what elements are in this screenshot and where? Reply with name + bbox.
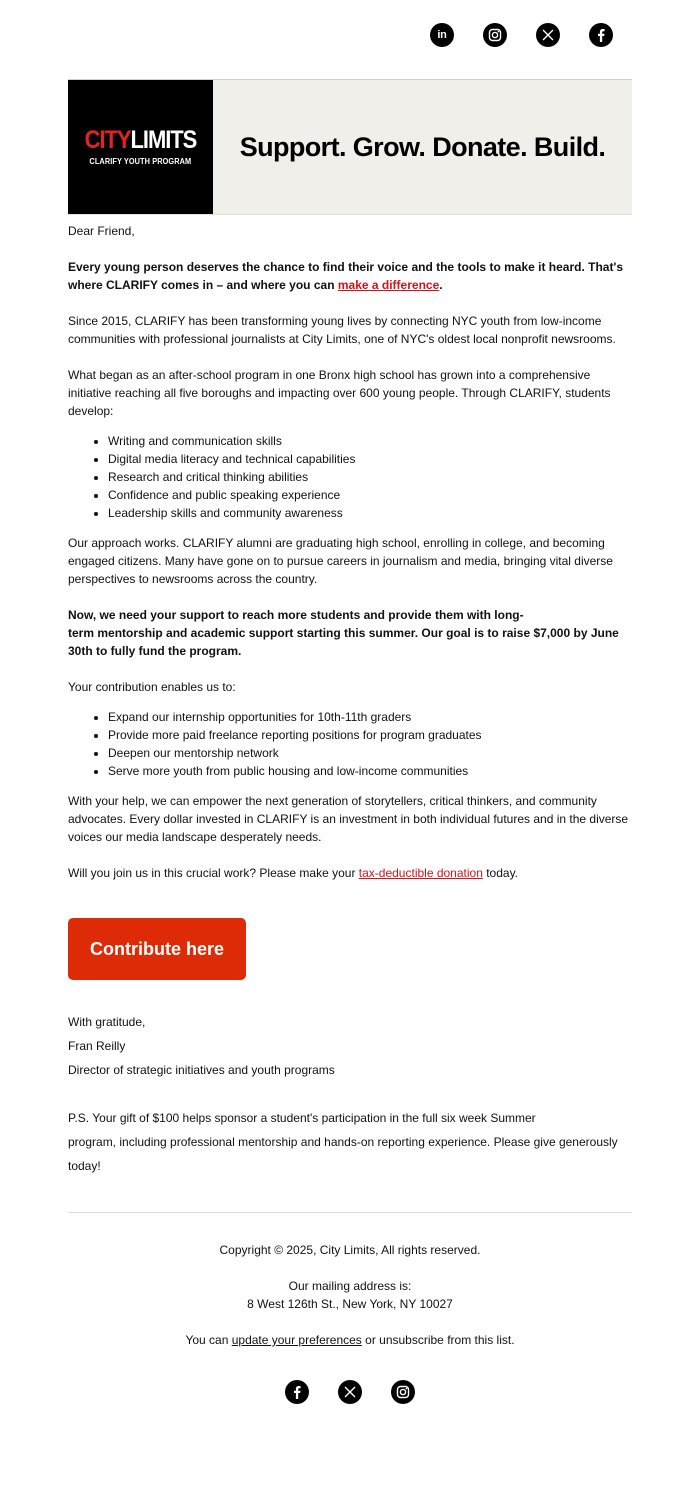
tagline-panel: [213, 80, 632, 214]
list-item: • Digital media literacy and technical capabilities: [108, 450, 632, 468]
ps-line-1: P.S. Your gift of $100 helps sponsor a student's participation in the full six week Summer: [68, 1111, 536, 1125]
list-item: • Leadership skills and community awareness: [108, 504, 632, 522]
join-paragraph: [68, 864, 632, 882]
pref-suffix: or unsubscribe from this list.: [361, 1333, 515, 1347]
tagline: Support. Grow. Donate. Build.: [239, 131, 606, 162]
goal-line-2: term mentorship and academic support starting this summer. Our goal is to raise $7,000 by June 30th to fully fund the program.: [68, 626, 619, 658]
growth-paragraph: What began as an after-school program in one Bronx high school has grown into a comprehensive initiative reaching all five boroughs and impacting over 600 young people. Through CLARIFY, students develop:: [68, 368, 611, 418]
contribution-list: [68, 708, 632, 780]
copyright: Copyright © 2025, City Limits, All rights reserved.: [219, 1243, 481, 1257]
update-preferences-link[interactable]: update your preferences: [231, 1333, 362, 1347]
pref-prefix: You can: [185, 1333, 232, 1347]
contribute-button[interactable]: Contribute here: [68, 918, 246, 980]
signer-title: Director of strategic initiatives and youth programs: [68, 1063, 335, 1077]
greeting: Dear Friend,: [68, 224, 135, 238]
header-banner: [68, 79, 632, 215]
ps-line-2: program, including professional mentorship and hands-on reporting experience. Please give generously today!: [68, 1135, 618, 1173]
logo-limits: LIMITS: [130, 126, 197, 154]
x-icon[interactable]: [338, 1380, 362, 1404]
approach-paragraph: Our approach works. CLARIFY alumni are graduating high school, enrolling in college, and becoming engaged citizens. Many have gone on to pursue careers in journalism and media, bringing vital diverse perspectives to newsrooms across the country.: [68, 536, 613, 586]
footer-divider: [68, 1212, 632, 1213]
bottom-social-links: [285, 1380, 415, 1404]
make-difference-link[interactable]: make a difference: [337, 278, 440, 292]
logo-wordmark: [85, 128, 197, 153]
impact-paragraph: With your help, we can empower the next generation of storytellers, critical thinkers, and community advocates. Every dollar invested in CLARIFY is an investment in both individual futures and in the diverse voices our media landscape desperately needs.: [68, 794, 629, 844]
linkedin-glyph: in: [437, 29, 447, 41]
intro-paragraph: [68, 258, 632, 294]
join-end: today.: [482, 866, 519, 880]
list-item: • Deepen our mentorship network: [108, 744, 632, 762]
intro-text: Every young person deserves the chance to find their voice and the tools to make it heard. That's where CLARIFY comes in – and where you can: [68, 260, 623, 292]
list-item: • Expand our internship opportunities for 10th-11th graders: [108, 708, 632, 726]
join-text: Will you join us in this crucial work? Please make your: [68, 866, 359, 880]
logo-subtitle: CLARIFY YOUTH PROGRAM: [89, 157, 192, 166]
mailing-label: Our mailing address is:: [288, 1279, 412, 1293]
list-item: • Research and critical thinking abilities: [108, 468, 632, 486]
letter-body: [68, 222, 632, 1178]
facebook-icon[interactable]: [589, 23, 613, 47]
postscript: [68, 1106, 632, 1178]
signer-name: Fran Reilly: [68, 1039, 126, 1053]
skills-list: [68, 432, 632, 522]
instagram-icon[interactable]: [483, 23, 507, 47]
intro-end: .: [439, 278, 443, 292]
x-icon[interactable]: [536, 23, 560, 47]
city-limits-logo[interactable]: [68, 80, 213, 214]
mailing-address-block: [68, 1277, 632, 1313]
history-paragraph: Since 2015, CLARIFY has been transforming young lives by connecting NYC youth from low-income communities with professional journalists at City Limits, one of NYC's oldest local nonprofit newsrooms.: [68, 314, 616, 346]
instagram-icon[interactable]: [391, 1380, 415, 1404]
linkedin-icon[interactable]: [430, 23, 454, 47]
logo-city: CITY: [84, 126, 131, 154]
footer: [68, 1241, 632, 1367]
signoff-block: [68, 1010, 632, 1082]
donation-link[interactable]: tax-deductible donation: [358, 866, 483, 880]
signoff-text: With gratitude,: [68, 1015, 146, 1029]
goal-paragraph: [68, 606, 632, 660]
top-social-links: [430, 23, 613, 47]
mailing-address: 8 West 126th St., New York, NY 10027: [247, 1297, 453, 1311]
list-item: • Serve more youth from public housing and low-income communities: [108, 762, 632, 780]
contribution-intro: Your contribution enables us to:: [68, 680, 236, 694]
list-item: • Confidence and public speaking experience: [108, 486, 632, 504]
preferences-line: [68, 1331, 632, 1349]
goal-line-1: Now, we need your support to reach more students and provide them with long-: [68, 608, 524, 622]
list-item: • Provide more paid freelance reporting positions for program graduates: [108, 726, 632, 744]
list-item: • Writing and communication skills: [108, 432, 632, 450]
facebook-icon[interactable]: [285, 1380, 309, 1404]
